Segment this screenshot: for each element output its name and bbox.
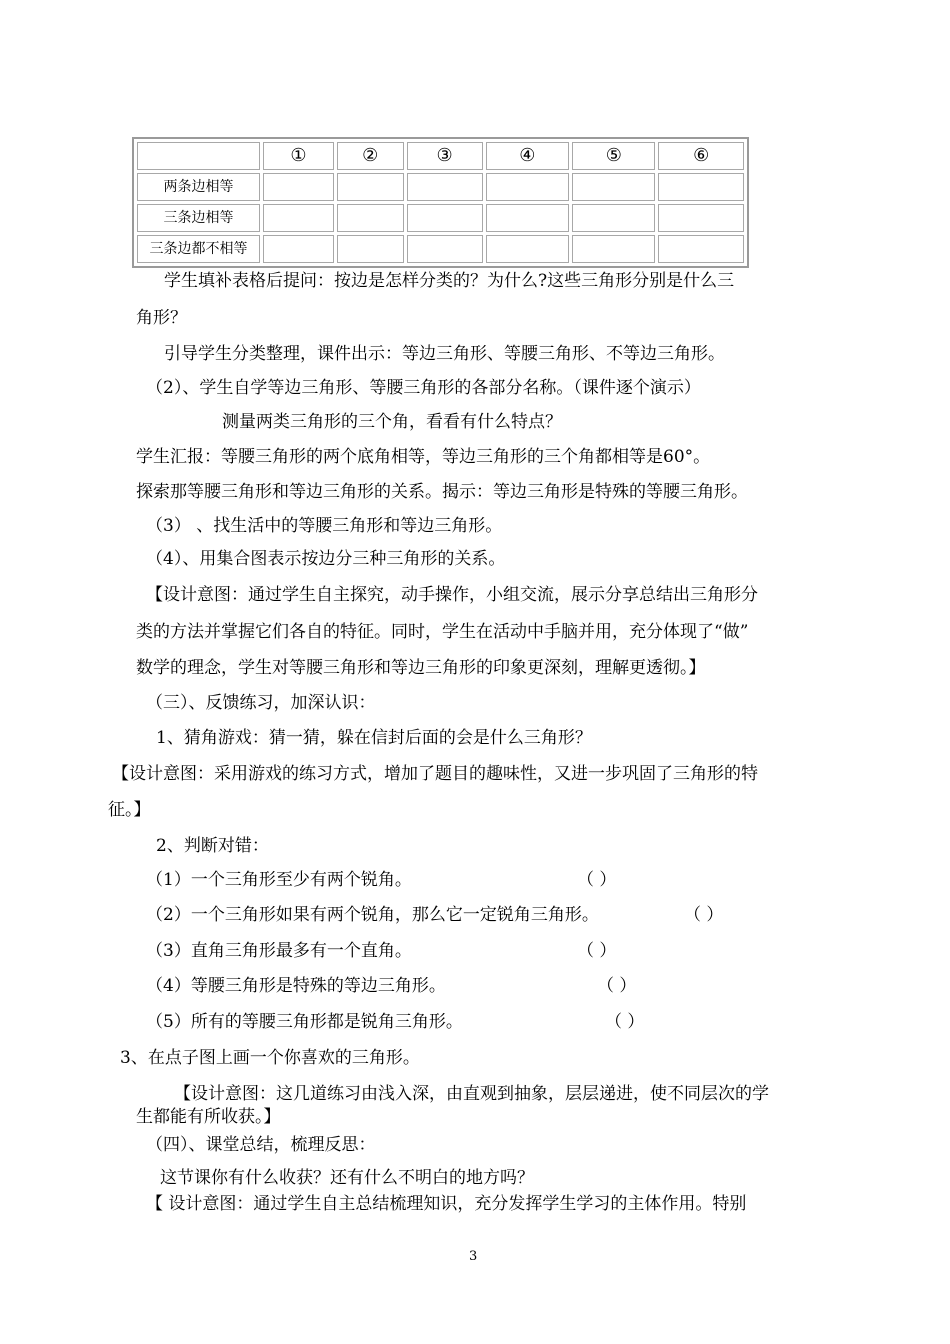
answer-blank: （ ） [577,870,617,890]
table-cell [658,235,744,263]
section-heading: （四）、课堂总结，梳理反思： [146,1135,376,1155]
section-heading: （4）、用集合图表示按边分三种三角形的关系。 [146,549,506,569]
paragraph-line: 学生填补表格后提问：按边是怎样分类的？为什么?这些三角形分别是什么三 [164,271,735,291]
table-header-cell: ③ [407,142,483,170]
paragraph-line: 学生汇报：等腰三角形的两个底角相等，等边三角形的三个角都相等是60°。 [136,447,711,467]
paragraph-line: 2、判断对错： [156,836,269,856]
table-header-cell [137,142,260,170]
table-cell [486,173,569,201]
design-intent-note: 【设计意图：通过学生自主探究，动手操作，小组交流，展示分享总结出三角形分 [146,585,758,605]
answer-blank: （ ） [577,941,617,961]
table-cell [337,204,404,232]
table-cell [407,173,483,201]
table-header-cell: ⑤ [572,142,655,170]
judgment-item: （2）一个三角形如果有两个锐角，那么它一定锐角三角形。 [146,905,599,925]
table-row [137,173,744,201]
paragraph-line: 测量两类三角形的三个角，看看有什么特点？ [222,412,562,432]
design-intent-note: 类的方法并掌握它们各自的特征。同时，学生在活动中手脑并用，充分体现了“做” [136,622,749,642]
answer-blank: （ ） [605,1012,645,1032]
answer-blank: （ ） [684,905,724,925]
table-row-label: 两条边相等 [137,173,260,201]
page-number: 3 [469,1249,478,1264]
table-header-cell: ① [263,142,334,170]
classification-table [132,137,749,268]
judgment-item: （4）等腰三角形是特殊的等边三角形。 [146,976,446,996]
table-cell [572,173,655,201]
table-cell [263,204,334,232]
table-cell [407,235,483,263]
design-intent-note: 【设计意图：采用游戏的练习方式，增加了题目的趣味性，又进一步巩固了三角形的特 [112,764,758,784]
table-row [137,204,744,232]
table-header-cell: ② [337,142,404,170]
section-heading: （2）、学生自学等边三角形、等腰三角形的各部分名称。（课件逐个演示） [146,378,701,398]
table-row-label: 三条边相等 [137,204,260,232]
judgment-item: （3）直角三角形最多有一个直角。 [146,941,412,961]
section-heading: （3） 、找生活中的等腰三角形和等边三角形。 [146,516,503,536]
table-header-cell: ⑥ [658,142,744,170]
design-intent-note: 征。】 [108,800,151,820]
judgment-item: （5）所有的等腰三角形都是锐角三角形。 [146,1012,463,1032]
table-cell [407,204,483,232]
design-intent-note: 【设计意图：这几道练习由浅入深，由直观到抽象，层层递进，使不同层次的学 [174,1084,769,1104]
table-header-cell: ④ [486,142,569,170]
design-intent-note: 【 设计意图：通过学生自主总结梳理知识，充分发挥学生学习的主体作用。特别 [146,1194,747,1214]
table-cell [486,235,569,263]
table-row [137,235,744,263]
table-cell [337,173,404,201]
table-cell [572,204,655,232]
table-cell [572,235,655,263]
table-cell [658,173,744,201]
paragraph-line: 1、猜角游戏：猜一猜，躲在信封后面的会是什么三角形？ [156,728,592,748]
paragraph-line: 这节课你有什么收获？还有什么不明白的地方吗？ [160,1168,534,1188]
paragraph-line: 探索那等腰三角形和等边三角形的关系。揭示：等边三角形是特殊的等腰三角形。 [136,482,748,502]
answer-blank: （ ） [597,976,637,996]
design-intent-note: 数学的理念，学生对等腰三角形和等边三角形的印象更深刻，理解更透彻。】 [136,658,706,678]
paragraph-line: 3、在点子图上画一个你喜欢的三角形。 [120,1048,420,1068]
judgment-item: （1）一个三角形至少有两个锐角。 [146,870,412,890]
table-cell [263,235,334,263]
table-header-row [137,142,744,170]
paragraph-line: 角形？ [136,308,187,328]
paragraph-line: 引导学生分类整理，课件出示：等边三角形、等腰三角形、不等边三角形。 [164,344,725,364]
design-intent-note: 生都能有所收获。】 [136,1107,281,1127]
table-cell [263,173,334,201]
table-cell [486,204,569,232]
table-cell [658,204,744,232]
section-heading: （三）、反馈练习，加深认识： [146,693,376,713]
table-cell [337,235,404,263]
table-row-label: 三条边都不相等 [137,235,260,263]
